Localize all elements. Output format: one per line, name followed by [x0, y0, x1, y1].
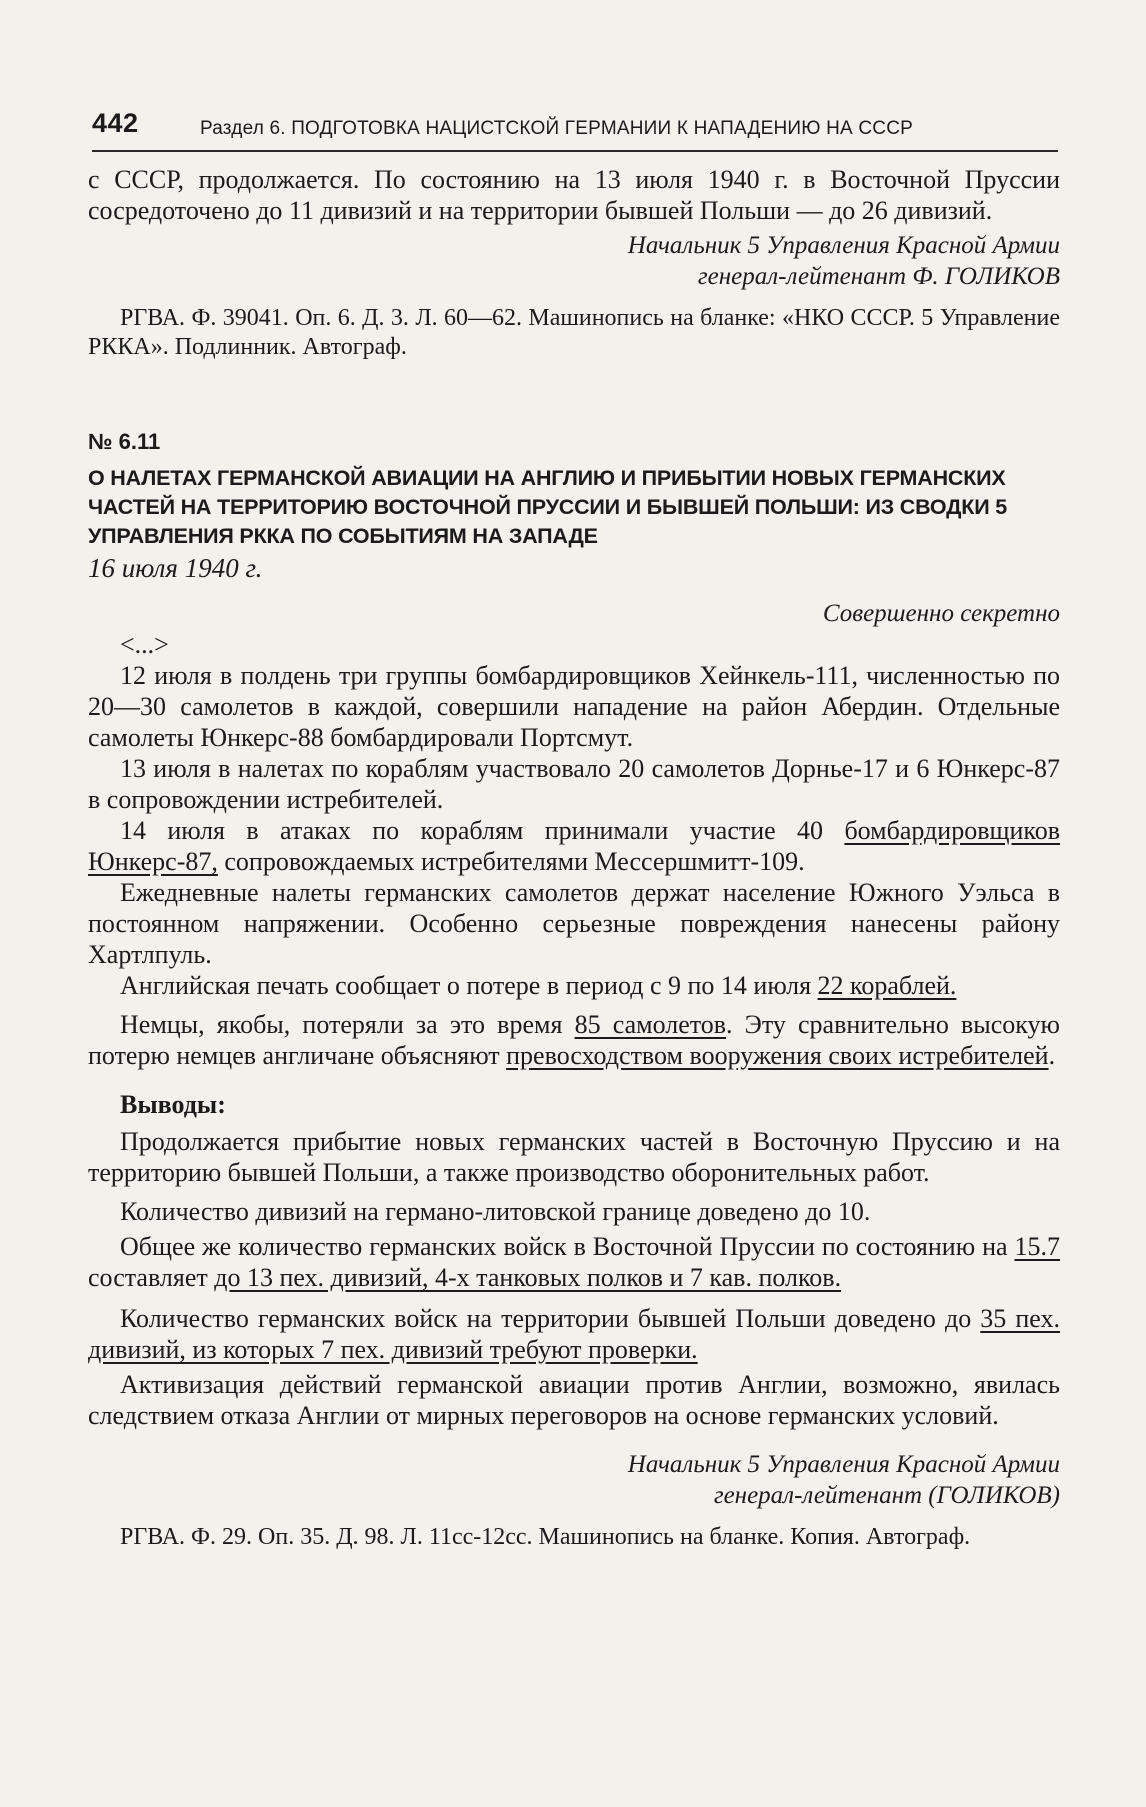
- paragraph-2: 13 июля в налетах по кораблям участвовало 20 самолетов Дорнье-17 и 6 Юнкерс-87 в сопровождении истребителей.: [88, 754, 1060, 814]
- underlined-text: превосходством вооружения своих истребителей: [506, 1041, 1049, 1070]
- prev-doc-ending: с СССР, продолжается. По состоянию на 13 июля 1940 г. в Восточной Пруссии сосредоточено до 11 дивизий и на территории бывшей Польши — до 26 дивизий.: [88, 165, 1060, 225]
- conclusion-5: Активизация действий германской авиации против Англии, возможно, явилась следствием отказа Англии от мирных переговоров на основе германских условий.: [88, 1370, 1060, 1430]
- prev-doc-signature-title: Начальник 5 Управления Красной Армии: [627, 232, 1060, 259]
- paragraph-4: Ежедневные налеты германских самолетов держат население Южного Уэльса в постоянном напряжении. Особенно серьезные повреждения нанесены району Хартлпуль.: [88, 878, 1060, 969]
- paragraph-3: 14 июля в атаках по кораблям принимали участие 40 бомбардировщиков Юнкерс-87, сопровождаемых истребителями Мессершмитт-109.: [88, 816, 1060, 876]
- paragraph-6: Немцы, якобы, потеряли за это время 85 самолетов. Эту сравнительно высокую потерю немцев англичане объясняют превосходством вооружения своих истребителей.: [88, 1010, 1060, 1070]
- classification-stamp: Совершенно секретно: [822, 600, 1060, 627]
- prev-doc-signature-name: генерал-лейтенант Ф. ГОЛИКОВ: [697, 263, 1060, 290]
- signature-name: генерал-лейтенант (ГОЛИКОВ): [713, 1482, 1060, 1509]
- page-header: [92, 108, 1058, 152]
- page-number: 442: [92, 108, 139, 138]
- omission-mark: <...>: [120, 630, 169, 659]
- document-title: О НАЛЕТАХ ГЕРМАНСКОЙ АВИАЦИИ НА АНГЛИЮ И ПРИБЫТИИ НОВЫХ ГЕРМАНСКИХ ЧАСТЕЙ НА ТЕРРИТОРИЮ ВОСТОЧНОЙ ПРУССИИ И БЫВШЕЙ ПОЛЬШИ: ИЗ СВОДКИ 5 УПРАВЛЕНИЯ РККА ПО СОБЫТИЯМ НА ЗАПАДЕ: [88, 466, 1007, 548]
- paragraph-1: 12 июля в полдень три группы бомбардировщиков Хейнкель-111, численностью по 20—30 самолетов в каждой, совершили нападение на район Абердин. Отдельные самолеты Юнкерс-88 бомбардировали Портсмут.: [88, 661, 1060, 752]
- conclusion-4: Количество германских войск на территории бывшей Польши доведено до 35 пех. дивизий, из которых 7 пех. дивизий требуют проверки.: [88, 1304, 1060, 1364]
- document-source: РГВА. Ф. 29. Оп. 35. Д. 98. Л. 11сс-12сс. Машинопись на бланке. Копия. Автограф.: [120, 1524, 971, 1550]
- conclusions-heading: Выводы:: [120, 1090, 226, 1119]
- conclusion-2: Количество дивизий на германо-литовской границе доведено до 10.: [120, 1197, 871, 1226]
- document-date: 16 июля 1940 г.: [88, 553, 263, 583]
- document-number: № 6.11: [88, 429, 161, 454]
- paragraph-5: Английская печать сообщает о потере в период с 9 по 14 июля 22 кораблей.: [120, 971, 957, 1000]
- prev-doc-source: РГВА. Ф. 39041. Оп. 6. Д. 3. Л. 60—62. Машинопись на бланке: «НКО СССР. 5 Управление РККА». Подлинник. Автограф.: [88, 305, 1060, 360]
- underlined-text: до 13 пех. дивизий, 4-х танковых полков и 7 кав. полков.: [214, 1263, 842, 1292]
- page-body: [88, 158, 1060, 1552]
- underlined-text: 15.7: [1014, 1232, 1060, 1261]
- underlined-text: бомбардировщиков Юнкерс-87,: [88, 816, 1060, 876]
- signature-title: Начальник 5 Управления Красной Армии: [627, 1451, 1060, 1478]
- running-head: Раздел 6. ПОДГОТОВКА НАЦИСТСКОЙ ГЕРМАНИИ К НАПАДЕНИЮ НА СССР: [200, 118, 914, 139]
- underlined-text: 35 пех. дивизий, из которых 7 пех. дивизий требуют проверки.: [88, 1304, 1060, 1364]
- underlined-text: 22 кораблей.: [817, 971, 957, 1000]
- underlined-text: 85 самолетов: [574, 1010, 727, 1039]
- conclusion-1: Продолжается прибытие новых германских частей в Восточную Пруссию и на территорию бывшей Польши, а также производство оборонительных работ.: [88, 1127, 1060, 1187]
- conclusion-3: Общее же количество германских войск в Восточной Пруссии по состоянию на 15.7 составляет до 13 пех. дивизий, 4-х танковых полков и 7 кав. полков.: [88, 1232, 1060, 1292]
